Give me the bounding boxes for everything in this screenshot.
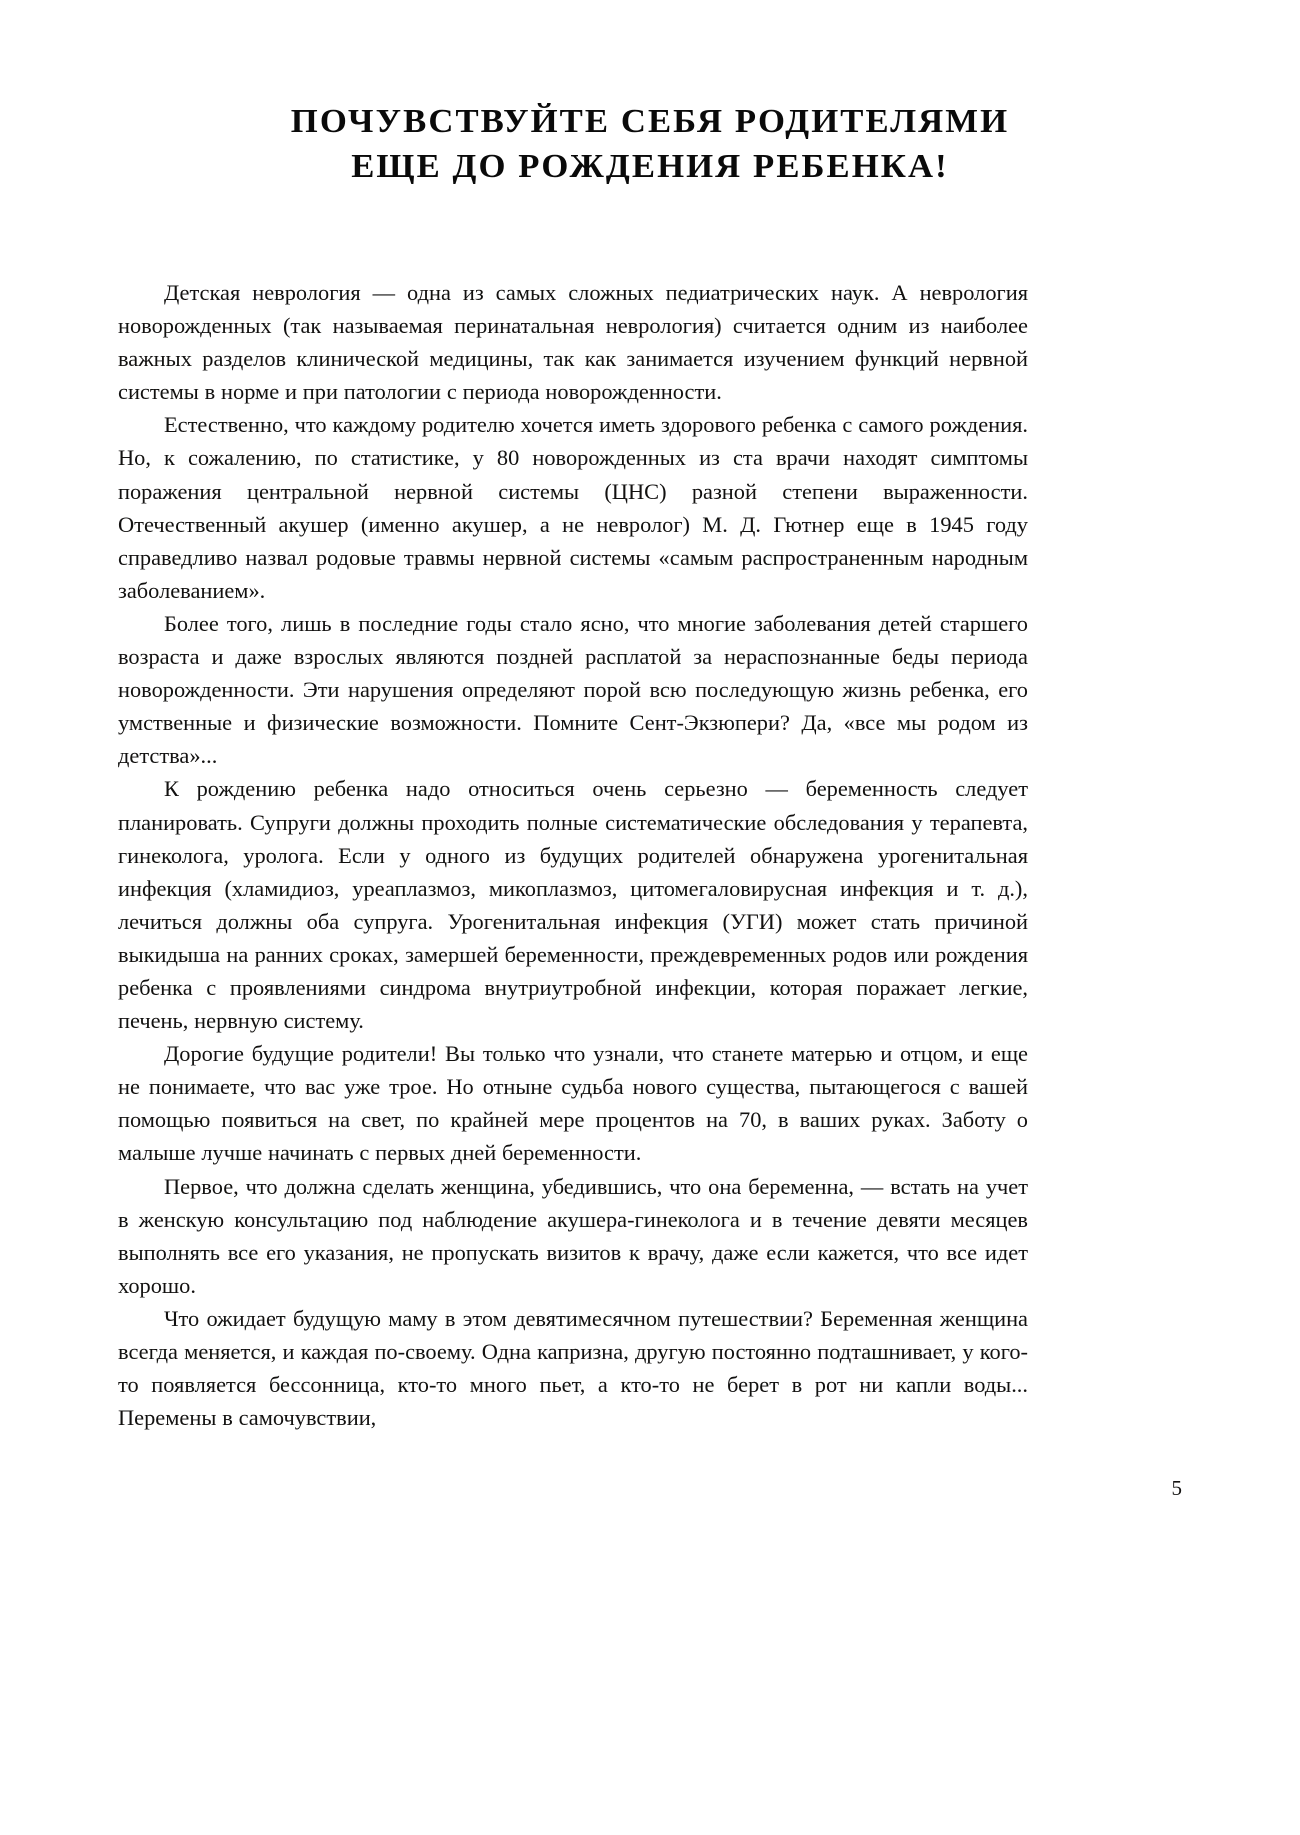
body-paragraph: Детская неврология — одна из самых сложных педиатрических наук. А неврология новорожденных (так называемая перинатальная неврология) считается одним из наиболее важных разделов клинической медицины, так как занимается изучением функций нервной системы в норме и при патологии с периода новорожденности. bbox=[118, 280, 1028, 405]
body-paragraph: Что ожидает будущую маму в этом девятимесячном путешествии? Беременная женщина всегда меняется, и каждая по-своему. Одна капризна, другую постоянно подташнивает, у кого-то появляется бессонница, кто-то много пьет, а кто-то не берет в рот ни капли воды... Перемены в самочувствии, bbox=[118, 1305, 1028, 1431]
page-title-line-2: ЕЩЕ ДО РОЖДЕНИЯ РЕБЕНКА! bbox=[351, 147, 949, 185]
page-title bbox=[150, 100, 1150, 190]
body-paragraph: К рождению ребенка надо относиться очень серьезно — беременность следует планировать. Супруги должны проходить полные систематические обследования у терапевта, гинеколога, уролога. Если у одного из будущих родителей обнаружена урогенитальная инфекция (хламидиоз, уреаплазмоз, микоплазмоз, цитомегаловирусная инфекция и т. д.), лечиться должны оба супруга. Урогенитальная инфекция (УГИ) может стать причиной выкидыша на ранних сроках, замершей беременности, преждевременных родов или рождения ребенка с проявлениями синдрома внутриутробной инфекции, которая поражает легкие, печень, нервную систему. bbox=[118, 776, 1028, 1034]
page-number: 5 bbox=[1171, 1476, 1182, 1500]
page-title-line-1: ПОЧУВСТВУЙТЕ СЕБЯ РОДИТЕЛЯМИ bbox=[290, 103, 1010, 140]
body-paragraph: Более того, лишь в последние годы стало ясно, что многие заболевания детей старшего возраста и даже взрослых являются поздней расплатой за нераспознанные беды периода новорожденности. Эти нарушения определяют порой всю последующую жизнь ребенка, его умственные и физические возможности. Помните Сент-Экзюпери? Да, «все мы родом из детства»... bbox=[118, 610, 1028, 769]
body-paragraph: Первое, что должна сделать женщина, убедившись, что она беременна, — встать на учет в женскую консультацию под наблюдение акушера-гинеколога и в течение девяти месяцев выполнять все его указания, не пропускать визитов к врачу, даже если кажется, что все идет хорошо. bbox=[118, 1173, 1028, 1298]
body-paragraph: Естественно, что каждому родителю хочется иметь здорового ребенка с самого рождения. Но, к сожалению, по статистике, у 80 новорожденных из ста врачи находят симптомы поражения центральной нервной системы (ЦНС) разной степени выраженности. Отечественный акушер (именно акушер, а не невролог) М. Д. Гютнер еще в 1945 году справедливо назвал родовые травмы нервной системы «самым распространенным народным заболеванием». bbox=[118, 412, 1028, 603]
body-text-column bbox=[118, 276, 1028, 1434]
body-paragraph: Дорогие будущие родители! Вы только что узнали, что станете матерью и отцом, и еще не понимаете, что вас уже трое. Но отныне судьба нового существа, пытающегося с вашей помощью появиться на свет, по крайней мере процентов на 70, в ваших руках. Заботу о малыше лучше начинать с первых дней беременности. bbox=[118, 1041, 1028, 1166]
